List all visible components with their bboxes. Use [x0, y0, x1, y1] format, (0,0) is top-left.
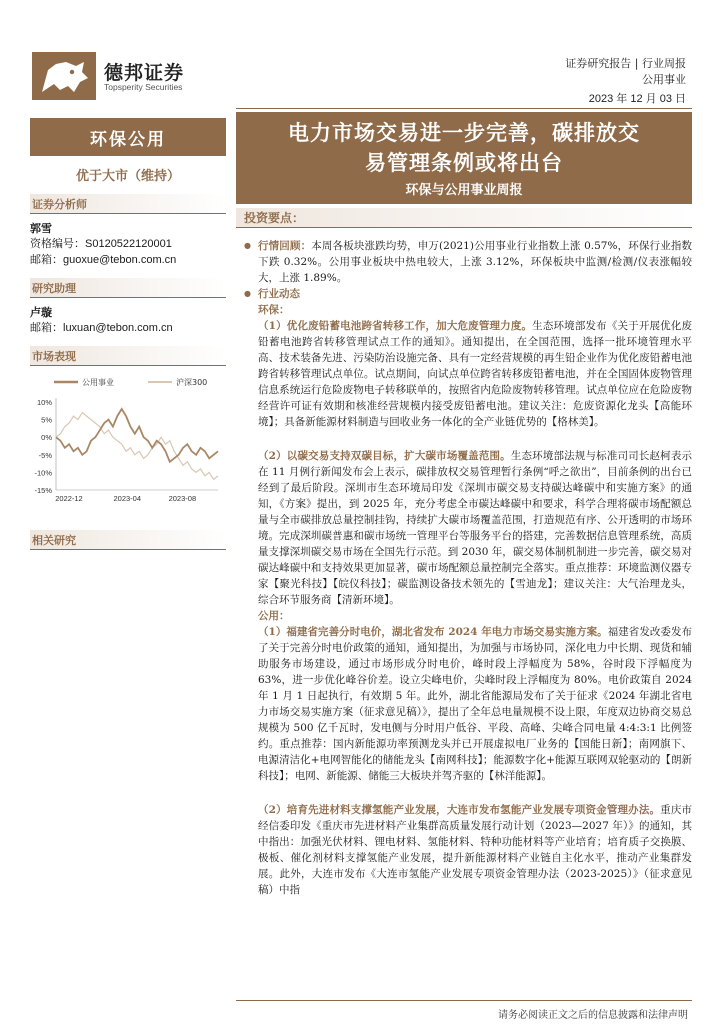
main-content: [242, 238, 692, 898]
analyst-cert: [30, 236, 226, 252]
market-review-label: 行情回顾：: [258, 240, 312, 252]
env-para-2-title: （2）以碳交易支持双碳目标，扩大碳市场覆盖范围。: [258, 450, 511, 462]
y-tick-label: -5%: [38, 450, 52, 460]
env-para-1-text: 生态环境部发布《关于开展优化废铅蓄电池跨省转移管理试点工作的通知》。通知提出，在全国范围，选择一批环境管理水平高、技术装备先进、污染防治设施完备、具有一定经营规模的再生铅企业作为优化废铅蓄电池跨省转移管理试点单位。试点期间，向试点单位跨省转移废铅蓄电池，并在全国固体废物管理信息系统运行危险废物电子转移联单的，按照省内危险废物转移管理。试点单位应在危险废物经营许可证有效期和核准经营规模内接受废铅蓄电池。建议关注：危废资源化龙头【高能环境】；具备新能源材料制造与回收业务一体化的全产业链优势的【格林美】。: [258, 320, 692, 428]
env-para-1-title: （1）优化废铅蓄电池跨省转移工作，加大危废管理力度。: [258, 320, 533, 332]
company-logo-icon: [32, 52, 96, 100]
y-tick-label: 0%: [41, 433, 52, 443]
y-tick-label: 5%: [41, 415, 52, 425]
footer-divider: [236, 1000, 692, 1001]
legend-label-1: 沪深300: [176, 378, 208, 387]
market-chart-svg: [30, 370, 226, 510]
pub-para-1: [258, 624, 692, 784]
title-box: [236, 112, 692, 204]
analyst-section-head: 证券分析师: [30, 194, 226, 214]
assistant-email-label: 邮箱：: [30, 321, 63, 334]
analyst-cert-value: S0120522120001: [85, 238, 172, 250]
assistant-section-head: 研究助理: [30, 278, 226, 298]
rating: 优于大市（维持）: [75, 169, 180, 184]
company-name: 德邦证券: [104, 62, 185, 84]
env-label: 环保：: [258, 304, 290, 316]
industry-news-label: 行业动态: [258, 288, 300, 300]
x-tick-label: 2023-08: [168, 494, 197, 503]
series-line-1: [56, 413, 218, 480]
env-para-2: [258, 448, 692, 608]
analyst-cert-label: 资格编号：: [30, 237, 85, 250]
x-tick-label: 2023-04: [113, 494, 142, 503]
market-section-head: 市场表现: [30, 346, 226, 366]
pub-para-1-text: 福建省发改委发布了关于完善分时电价政策的通知，通知提出，为加强与市场协同，深化电力中长期、现货和辅助服务市场建设，通过市场形成分时电价，峰时段上浮幅度为 58%，谷时段下浮幅度为 63%，进一步优化峰谷价差。设立尖峰电价，尖峰时段上浮幅度为 80%。电价政策自 2024 年 1 月 1 日起执行，有效期 5 年。此外，湖北省能源局发布了关于征求《2024 年湖北省电力市场交易实施方案（征求意见稿）》，提出了全年总电量规模不设上限，年度双边协商交易总规模为 500 亿千瓦时，发电侧与分时用户低谷、平段、高峰、尖峰合同电量 4:4:3:1 比例签约。重点推荐：国内新能源功率预测龙头并已开展虚拟电厂业务的【国能日新】；南网旗下、电源清洁化+电网智能化的储能龙头【南网科技】；能源数字化+能源互联网双轮驱动的【朗新科技】；电网、新能源、储能三大板块并驾齐驱的【林洋能源】。: [258, 626, 693, 782]
bullet-market-review: [242, 238, 692, 286]
pub-para-1-title: （1）福建省完善分时电价，湖北省发布 2024 年电力市场交易实施方案。: [258, 626, 608, 638]
pub-label: 公用：: [258, 610, 290, 622]
analyst-name: 郭雪: [30, 222, 52, 235]
assistant-email: [30, 320, 226, 336]
pub-para-2-text: 重庆市经信委印发《重庆市先进材料产业集群高质量发展行动计划（2023—2027 年）》的通知，其中指出：加强光伏材料、锂电材料、氢能材料、特种功能材料等产业培育；培育质子交换膜、极板、催化剂材料支撑氢能产业发展，提升新能源材料产业链自主化水平，推动产业集群发展。此外，大连市发布《大连市氢能产业发展专项资金管理办法（2023-2025）》（征求意见稿）中指: [258, 804, 693, 896]
report-title-line2: 易管理条例或将出台: [365, 150, 563, 175]
report-sector: 公用事业: [642, 73, 686, 86]
y-tick-label: 10%: [36, 398, 52, 407]
sidebar: [30, 118, 226, 550]
sector-box: 环保公用: [30, 118, 226, 156]
env-para-2-text: 生态环境部法规与标准司司长赵柯表示在 11 月例行新闻发布会上表示，碳排放权交易管理暂行条例“呼之欲出”，目前条例的出台已经到了最后阶段。深圳市生态环境局印发《深圳市碳交易支持碳达峰碳中和实施方案》的通知，《方案》提出，到 2025 年，充分考虑全市碳达峰碳中和要求，科学合理将碳市场配额总量与全市碳排放总量控制挂钩，持续扩大碳市场覆盖范围，打造规范有序、公开透明的市场环境。完成深圳碳普惠和碳市场统一管理平台等服务平台的搭建，完善数据信息管理系统，高质量支撑深圳碳交易市场在全国先行示范。到 2030 年，碳交易体制机制进一步完善，碳交易对碳达峰碳中和支持效果更加显著，碳市场配额总量控制完全落实。重点推荐：环境监测仪器专家【聚光科技】【皖仪科技】；碳监测设备技术领先的【雪迪龙】；建议关注：大气治理龙头，综合环节服务商【清新环境】。: [258, 450, 693, 606]
assistant-name: 卢璇: [30, 306, 52, 319]
report-title-line1: 电力市场交易进一步完善，碳排放交: [288, 120, 640, 145]
analyst-email-label: 邮箱：: [30, 253, 63, 266]
env-para-1: [258, 318, 692, 430]
footer-disclaimer: 请务必阅读正文之后的信息披露和法律声明: [498, 1010, 688, 1021]
legend-label-0: 公用事业: [82, 378, 114, 387]
series-line-0: [56, 409, 218, 462]
x-tick-label: 2022-12: [55, 494, 83, 503]
report-title: [236, 112, 692, 178]
pub-para-2-title: （2）培育先进材料支撑氢能产业发展，大连市发布氢能产业发展专项资金管理办法。: [258, 804, 661, 816]
report-header: [0, 0, 724, 110]
report-subtitle: 环保与公用事业周报: [405, 183, 523, 198]
header-divider: [236, 108, 692, 109]
y-tick-label: -15%: [34, 486, 52, 495]
bullet-industry-news: [242, 286, 692, 302]
pub-para-2: [258, 802, 692, 898]
related-section-head: 相关研究: [30, 530, 226, 550]
summary-head: 投资要点：: [236, 208, 692, 228]
market-review-text: 本周各板块涨跌均势，申万(2021)公用事业行业指数上涨 0.57%，环保行业指数下跌 0.32%。公用事业板块中热电较大，上涨 3.12%，环保板块中监测/检测/仪表涨幅较大，上涨 1.89%。: [258, 240, 692, 284]
company-name-en: Topsperity Securities: [104, 82, 183, 92]
report-type: 证券研究报告 | 行业周报: [565, 57, 686, 70]
assistant-email-link[interactable]: luxuan@tebon.com.cn: [63, 322, 173, 334]
market-chart: [30, 370, 226, 510]
y-tick-label: -10%: [34, 468, 52, 478]
report-date: 2023 年 12 月 03 日: [588, 93, 686, 105]
env-section: [242, 302, 692, 898]
analyst-email-link[interactable]: guoxue@tebon.com.cn: [63, 254, 177, 266]
analyst-email: [30, 252, 226, 268]
